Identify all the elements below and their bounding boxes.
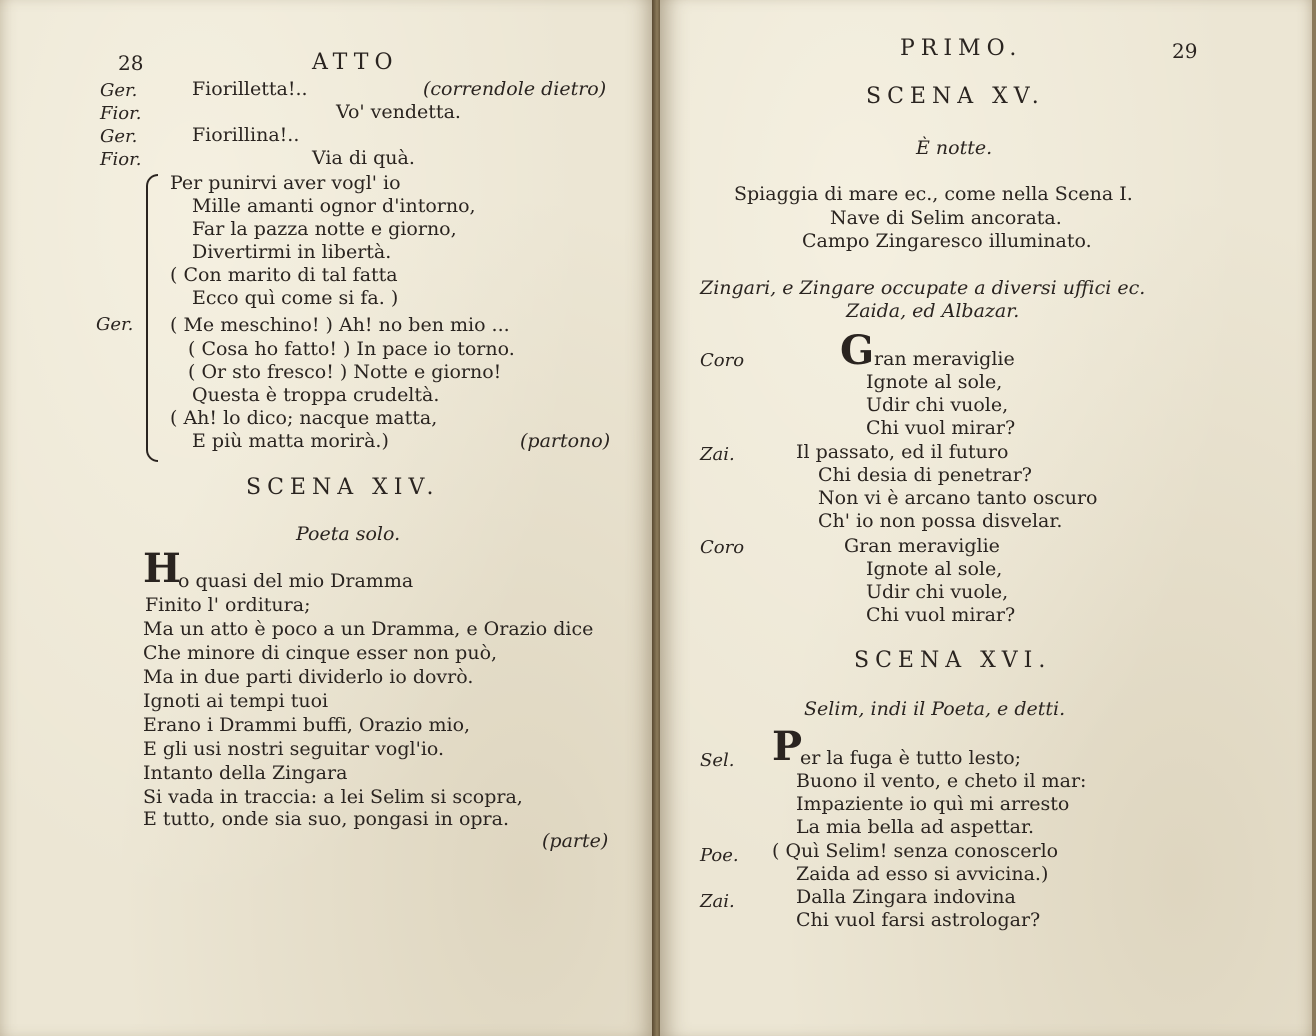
verse-line: ( Me meschino! ) Ah! no ben mio ... — [170, 314, 510, 336]
page-number-left: 28 — [118, 51, 144, 75]
speaker-label: Coro — [700, 350, 745, 371]
verse-line: ( Or sto fresco! ) Notte e giorno! — [188, 361, 502, 383]
verse-line: Chi vuol farsi astrologar? — [796, 909, 1041, 931]
verse-line: Si vada in traccia: a lei Selim si scopra, — [143, 786, 523, 808]
verse-line: Far la pazza notte e giorno, — [192, 218, 457, 240]
cast-line: Zingari, e Zingare occupate a diversi uffici ec. — [700, 277, 1146, 299]
verse-line: ( Quì Selim! senza conoscerlo — [772, 840, 1059, 862]
running-head-left: ATTO — [312, 50, 399, 75]
speaker-label: Poe. — [700, 845, 739, 866]
verse-line: Ch' io non possa disvelar. — [818, 510, 1063, 532]
verse-line: Erano i Drammi buffi, Orazio mio, — [143, 714, 471, 736]
verse-line: Chi desia di penetrar? — [818, 464, 1032, 486]
verse-line: E tutto, onde sia suo, pongasi in opra. — [143, 808, 509, 830]
verse-line: Ecco quì come si fa. ) — [192, 287, 399, 309]
verse-line: E gli usi nostri seguitar vogl'io. — [143, 738, 445, 760]
verse-line: Ignote al sole, — [866, 558, 1003, 580]
verse-line: Intanto della Zingara — [143, 762, 348, 784]
dialogue-line: Via di quà. — [312, 147, 415, 169]
verse-line: o quasi del mio Dramma — [178, 570, 414, 592]
scene-title: SCENA XVI. — [854, 648, 1052, 673]
verse-line: ( Ah! lo dico; nacque matta, — [170, 407, 438, 429]
verse-line: La mia bella ad aspettar. — [796, 816, 1035, 838]
drop-cap: G — [840, 327, 875, 374]
speaker-label: Ger. — [100, 80, 138, 101]
scene-time: È notte. — [916, 137, 993, 159]
stage-setting-line: Spiaggia di mare ec., come nella Scena I. — [734, 183, 1133, 205]
right-page — [660, 0, 1312, 1036]
verse-line: Il passato, ed il futuro — [796, 441, 1009, 463]
duet-brace — [146, 174, 158, 462]
verse-line: Chi vuol mirar? — [866, 417, 1016, 439]
verse-line: Chi vuol mirar? — [866, 604, 1016, 626]
verse-line: ( Con marito di tal fatta — [170, 264, 398, 286]
scene-subtitle: Poeta solo. — [296, 523, 401, 545]
running-head-right: PRIMO. — [900, 36, 1023, 61]
verse-line: Per punirvi aver vogl' io — [170, 172, 401, 194]
stage-setting-line: Campo Zingaresco illuminato. — [802, 230, 1092, 252]
verse-line: er la fuga è tutto lesto; — [800, 747, 1022, 769]
scene-title: SCENA XV. — [866, 84, 1045, 109]
speaker-label: Zai. — [700, 444, 735, 465]
stage-direction: (parte) — [542, 830, 609, 852]
verse-line: ran meraviglie — [874, 348, 1015, 370]
stage-direction: (correndole dietro) — [423, 78, 607, 100]
verse-line: Udir chi vuole, — [866, 394, 1009, 416]
speaker-label: Fior. — [100, 149, 142, 170]
speaker-label: Fior. — [100, 103, 142, 124]
verse-line: Ignote al sole, — [866, 371, 1003, 393]
drop-cap: P — [772, 723, 803, 770]
verse-line: Non vi è arcano tanto oscuro — [818, 487, 1098, 509]
verse-line: Divertirmi in libertà. — [192, 241, 392, 263]
speaker-label: Ger. — [96, 314, 134, 335]
scene-title: SCENA XIV. — [246, 475, 440, 500]
verse-line: Zaida ad esso si avvicina.) — [796, 863, 1049, 885]
verse-line: E più matta morirà.) — [192, 430, 389, 452]
speaker-label: Ger. — [100, 126, 138, 147]
dialogue-line: Vo' vendetta. — [336, 101, 461, 123]
speaker-label: Zai. — [700, 891, 735, 912]
left-page — [0, 0, 655, 1036]
verse-line: Impaziente io quì mi arresto — [796, 793, 1070, 815]
dialogue-line: Fiorillina!.. — [192, 124, 300, 146]
verse-line: Mille amanti ognor d'intorno, — [192, 195, 476, 217]
cast-line: Zaida, ed Albazar. — [846, 300, 1020, 322]
verse-line: Udir chi vuole, — [866, 581, 1009, 603]
verse-line: Finito l' orditura; — [145, 594, 311, 616]
verse-line: ( Cosa ho fatto! ) In pace io torno. — [188, 338, 515, 360]
page-number-right: 29 — [1172, 39, 1198, 63]
verse-line: Ma in due parti dividerlo io dovrò. — [143, 666, 474, 688]
drop-cap: H — [143, 545, 181, 592]
verse-line: Ignoti ai tempi tuoi — [143, 690, 329, 712]
verse-line: Dalla Zingara indovina — [796, 886, 1016, 908]
verse-line: Gran meraviglie — [844, 535, 1000, 557]
stage-direction: (partono) — [520, 430, 611, 452]
verse-line: Ma un atto è poco a un Dramma, e Orazio dice — [143, 618, 594, 640]
verse-line: Questa è troppa crudeltà. — [192, 384, 440, 406]
stage-setting-line: Nave di Selim ancorata. — [830, 207, 1062, 229]
verse-line: Buono il vento, e cheto il mar: — [796, 770, 1087, 792]
verse-line: Che minore di cinque esser non può, — [143, 642, 498, 664]
scene-subtitle: Selim, indi il Poeta, e detti. — [804, 698, 1066, 720]
dialogue-line: Fiorilletta!.. — [192, 78, 308, 100]
speaker-label: Coro — [700, 537, 745, 558]
speaker-label: Sel. — [700, 750, 735, 771]
